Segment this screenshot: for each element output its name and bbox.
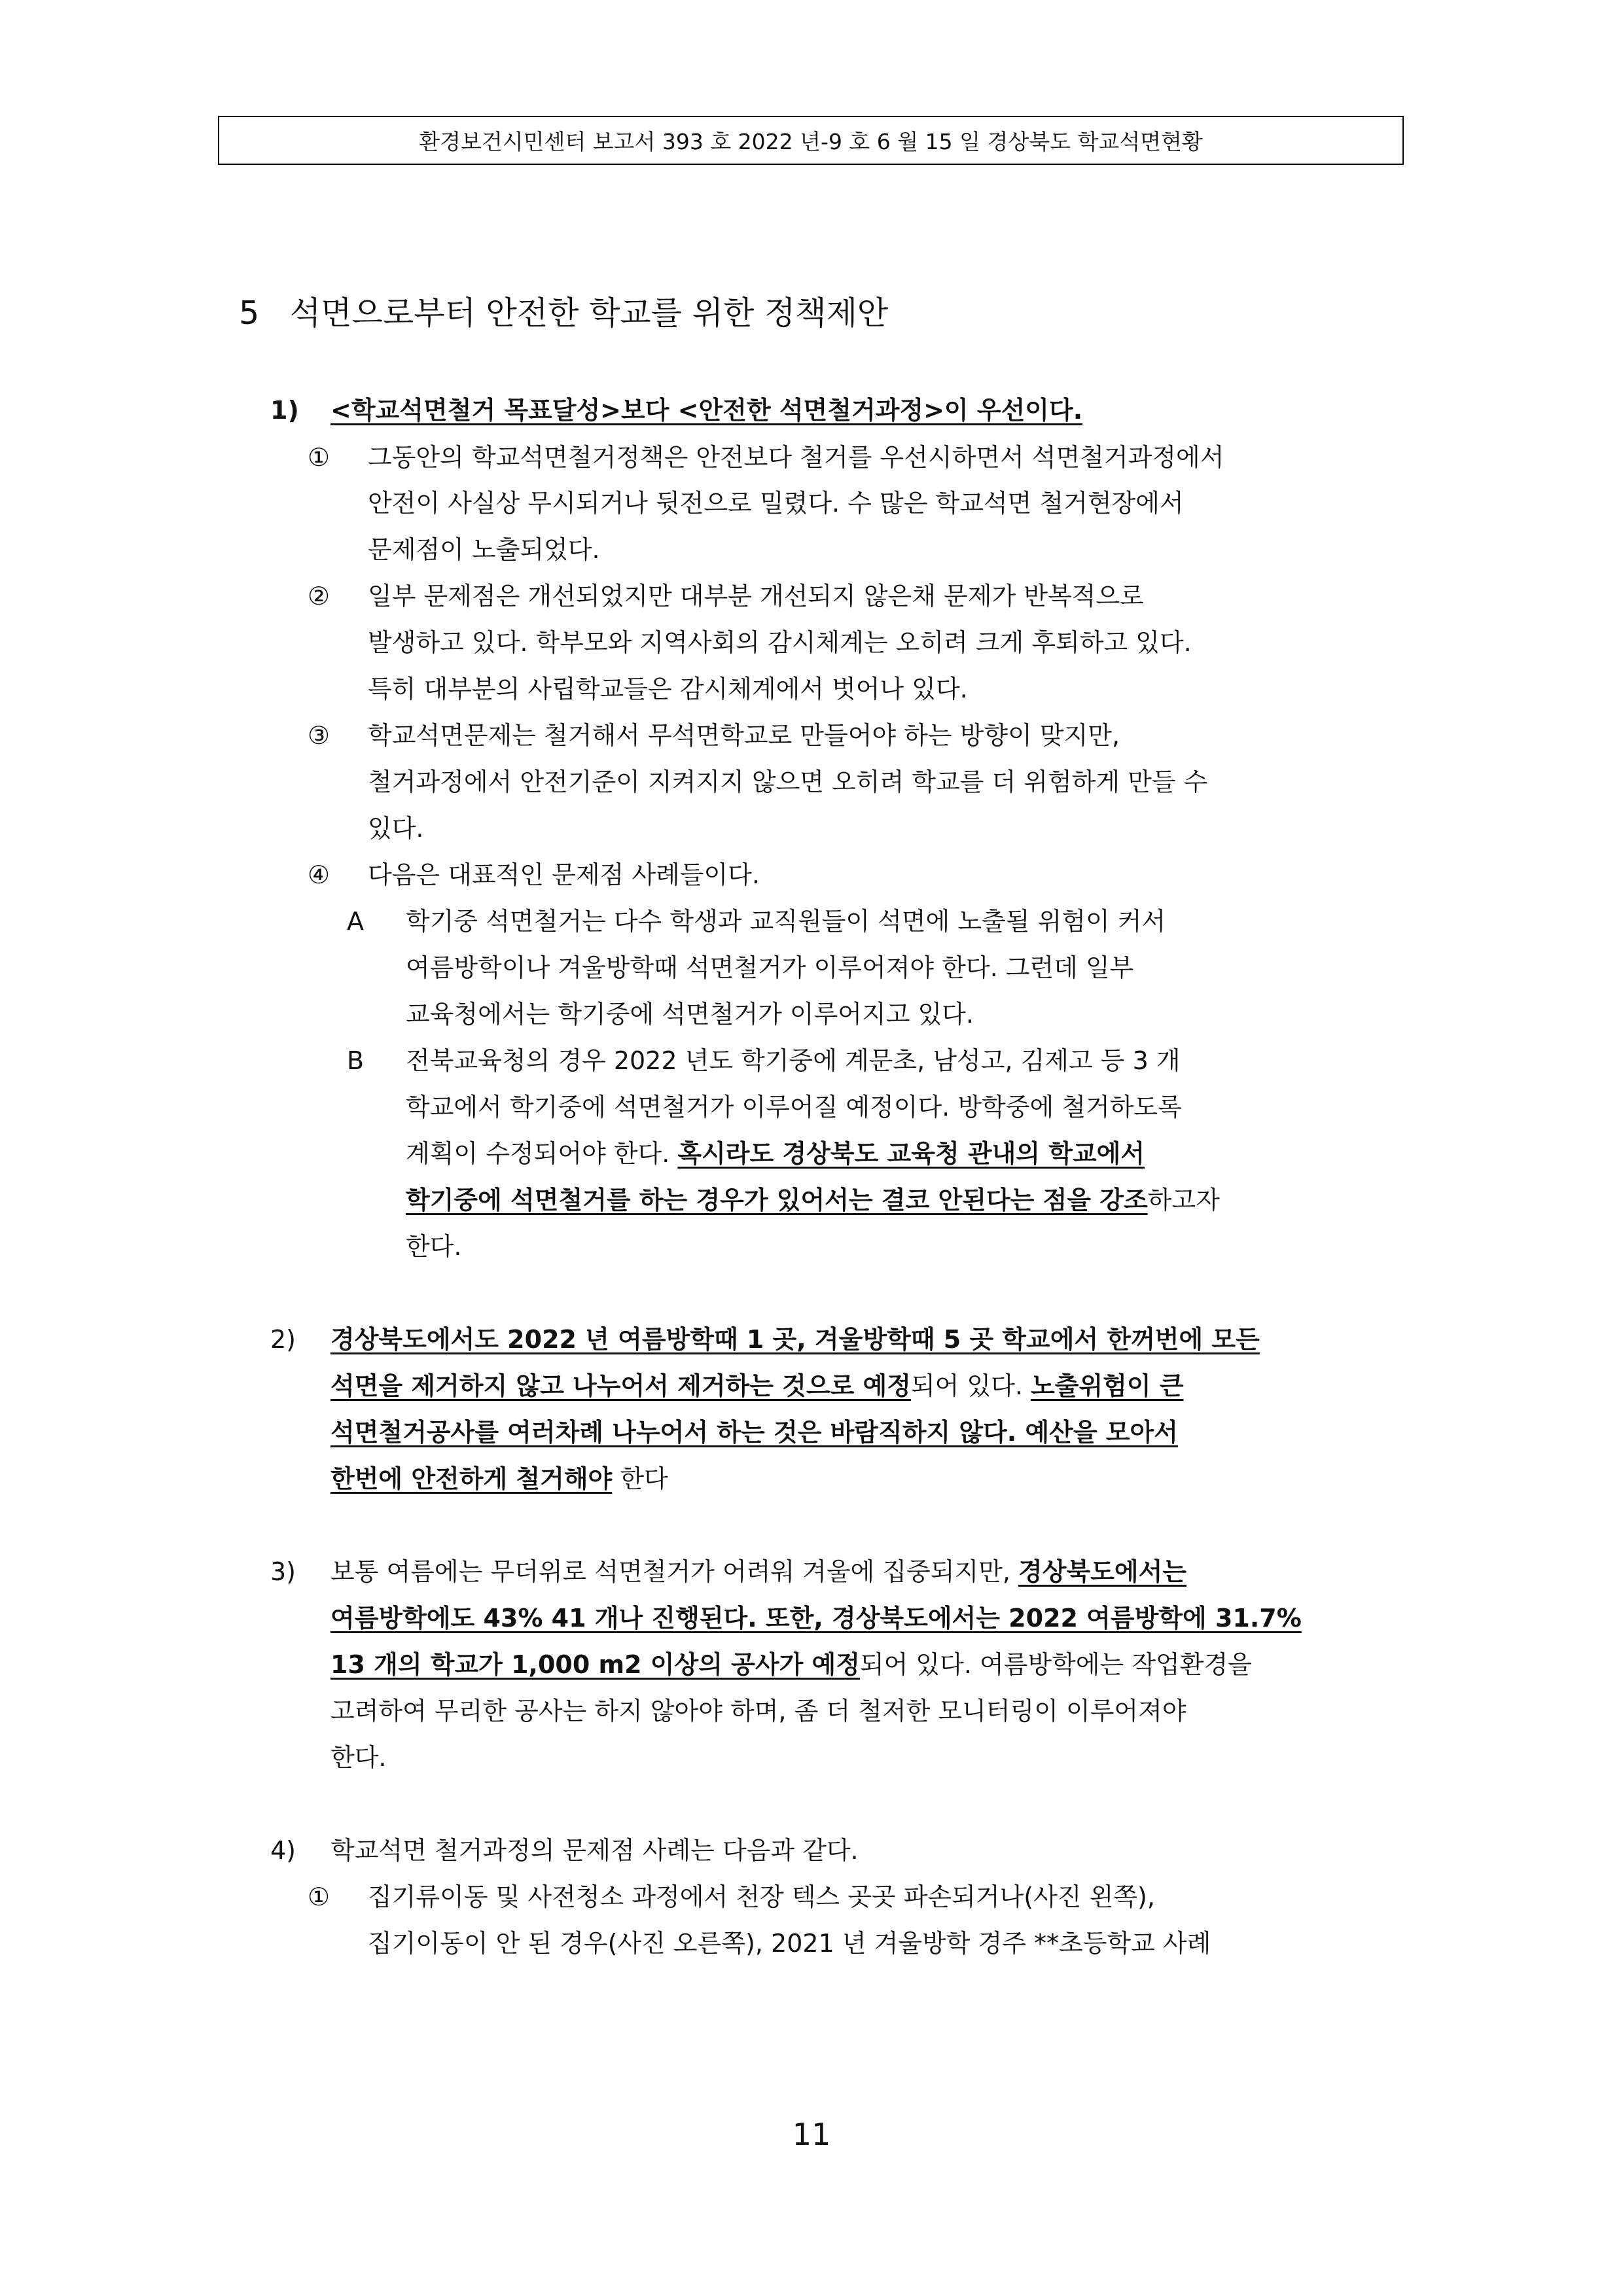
item2-line4-emphasis: 한번에 안전하게 철거해야 bbox=[330, 1464, 613, 1493]
item3-line1-emphasis: 경상북도에서는 bbox=[1018, 1557, 1187, 1586]
item3-number: 3) bbox=[270, 1557, 296, 1586]
item1-sub3-marker: ③ bbox=[308, 721, 330, 750]
item1-sub1-line1: 그동안의 학교석면철거정책은 안전보다 철거를 우선시하면서 석면철거과정에서 bbox=[368, 443, 1224, 472]
item1-sub2-line1: 일부 문제점은 개선되었지만 대부분 개선되지 않은채 문제가 반복적으로 bbox=[368, 582, 1144, 610]
item1-sub4-b-line4-plain: 하고자 bbox=[1147, 1186, 1220, 1214]
item4-line1: 학교석면 철거과정의 문제점 사례는 다음과 같다. bbox=[330, 1836, 859, 1865]
item2-line1: 경상북도에서도 2022 년 여름방학때 1 곳, 겨울방학때 5 곳 학교에서 한꺼번에 모든 bbox=[330, 1325, 1260, 1354]
item1-sub4-a-marker: A bbox=[347, 907, 364, 936]
item1-sub4-b-line2: 학교에서 학기중에 석면철거가 이루어질 예정이다. 방학중에 철거하도록 bbox=[406, 1093, 1182, 1122]
item4-number: 4) bbox=[270, 1836, 296, 1865]
item2-line3: 석면철거공사를 여러차례 나누어서 하는 것은 바람직하지 않다. 예산을 모아서 bbox=[330, 1418, 1178, 1447]
item2-line2-emphasis2: 노출위험이 큰 bbox=[1031, 1371, 1184, 1400]
item1-sub4-b-line4-emphasis: 학기중에 석면철거를 하는 경우가 있어서는 결코 안된다는 점을 강조 bbox=[406, 1186, 1148, 1214]
item2-number: 2) bbox=[270, 1325, 296, 1354]
item4-sub1-line1: 집기류이동 및 사전청소 과정에서 천장 텍스 곳곳 파손되거나(사진 왼쪽), bbox=[368, 1882, 1155, 1911]
item1-sub4-b-line3 bbox=[406, 1139, 1145, 1169]
item1-sub4-a-line1: 학기중 석면철거는 다수 학생과 교직원들이 석면에 노출될 위험이 커서 bbox=[406, 907, 1166, 936]
item3-line1-plain: 보통 여름에는 무더위로 석면철거가 어려워 겨울에 집중되지만, bbox=[330, 1557, 1019, 1586]
item2-line4 bbox=[330, 1464, 668, 1494]
item4-sub1-marker: ① bbox=[308, 1882, 330, 1911]
item1-sub2-marker: ② bbox=[308, 582, 330, 610]
item1-number: 1) bbox=[270, 396, 299, 425]
item1-sub4-b-line3-plain: 계획이 수정되어야 한다. bbox=[406, 1139, 678, 1168]
item1-sub4-line1: 다음은 대표적인 문제점 사례들이다. bbox=[368, 860, 760, 889]
item1-sub1-line2: 안전이 사실상 무시되거나 뒷전으로 밀렸다. 수 많은 학교석면 철거현장에서 bbox=[368, 489, 1184, 518]
item1-sub3-line1: 학교석면문제는 철거해서 무석면학교로 만들어야 하는 방향이 맞지만, bbox=[368, 721, 1120, 750]
item1-sub4-b-marker: B bbox=[347, 1046, 365, 1075]
item1-sub4-a-line3: 교육청에서는 학기중에 석면철거가 이루어지고 있다. bbox=[406, 1000, 974, 1029]
item1-sub4-b-line4 bbox=[406, 1186, 1220, 1216]
item3-line1 bbox=[330, 1557, 1186, 1587]
item3-line3-emphasis: 13 개의 학교가 1,000 m2 이상의 공사가 예정 bbox=[330, 1650, 860, 1679]
item1-sub4-a-line2: 여름방학이나 겨울방학때 석면철거가 이루어져야 한다. 그런데 일부 bbox=[406, 953, 1134, 982]
item1-sub3-line3: 있다. bbox=[368, 814, 424, 843]
page-number: 11 bbox=[792, 2117, 831, 2152]
section-number: 5 bbox=[239, 294, 260, 332]
item1-sub4-b-line5: 한다. bbox=[406, 1232, 462, 1261]
item2-line2 bbox=[330, 1371, 1184, 1402]
item2-line2-emphasis: 석면을 제거하지 않고 나누어서 제거하는 것으로 예정 bbox=[330, 1371, 911, 1400]
item3-line3-plain: 되어 있다. 여름방학에는 작업환경을 bbox=[859, 1650, 1252, 1679]
item1-sub3-line2: 철거과정에서 안전기준이 지켜지지 않으면 오히려 학교를 더 위험하게 만들 수 bbox=[368, 768, 1208, 796]
section-title-text: 석면으로부터 안전한 학교를 위한 정책제안 bbox=[289, 294, 889, 332]
item2-line4-plain: 한다 bbox=[612, 1464, 668, 1493]
item1-sub2-line2: 발생하고 있다. 학부모와 지역사회의 감시체계는 오히려 크게 후퇴하고 있다. bbox=[368, 628, 1192, 657]
item1-sub4-marker: ④ bbox=[308, 860, 330, 889]
item3-line3 bbox=[330, 1650, 1252, 1680]
item3-line2: 여름방학에도 43% 41 개나 진행된다. 또한, 경상북도에서는 2022 여름방학에 31.7% bbox=[330, 1604, 1302, 1633]
item4-sub1-line2: 집기이동이 안 된 경우(사진 오른쪽), 2021 년 겨울방학 경주 **초등학교 사례 bbox=[368, 1929, 1211, 1958]
item2-line2-plain: 되어 있다. bbox=[910, 1371, 1031, 1400]
item1-sub2-line3: 특히 대부분의 사립학교들은 감시체계에서 벗어나 있다. bbox=[368, 675, 968, 703]
item1-sub4-b-line1: 전북교육청의 경우 2022 년도 학기중에 계문초, 남성고, 김제고 등 3 개 bbox=[406, 1046, 1181, 1075]
item3-line5: 한다. bbox=[330, 1743, 387, 1772]
report-header: 환경보건시민센터 보고서 393 호 2022 년-9 호 6 월 15 일 경상북도 학교석면현황 bbox=[218, 116, 1404, 165]
item1-sub1-marker: ① bbox=[308, 443, 330, 472]
item1-sub1-line3: 문제점이 노출되었다. bbox=[368, 535, 600, 564]
item3-line4: 고려하여 무리한 공사는 하지 않아야 하며, 좀 더 철저한 모니터링이 이루어져야 bbox=[330, 1697, 1186, 1725]
item1-sub4-b-line3-emphasis: 혹시라도 경상북도 교육청 관내의 학교에서 bbox=[677, 1139, 1145, 1168]
item1-title: <학교석면철거 목표달성>보다 <안전한 석면철거과정>이 우선이다. bbox=[330, 396, 1083, 425]
section-title bbox=[239, 288, 888, 334]
